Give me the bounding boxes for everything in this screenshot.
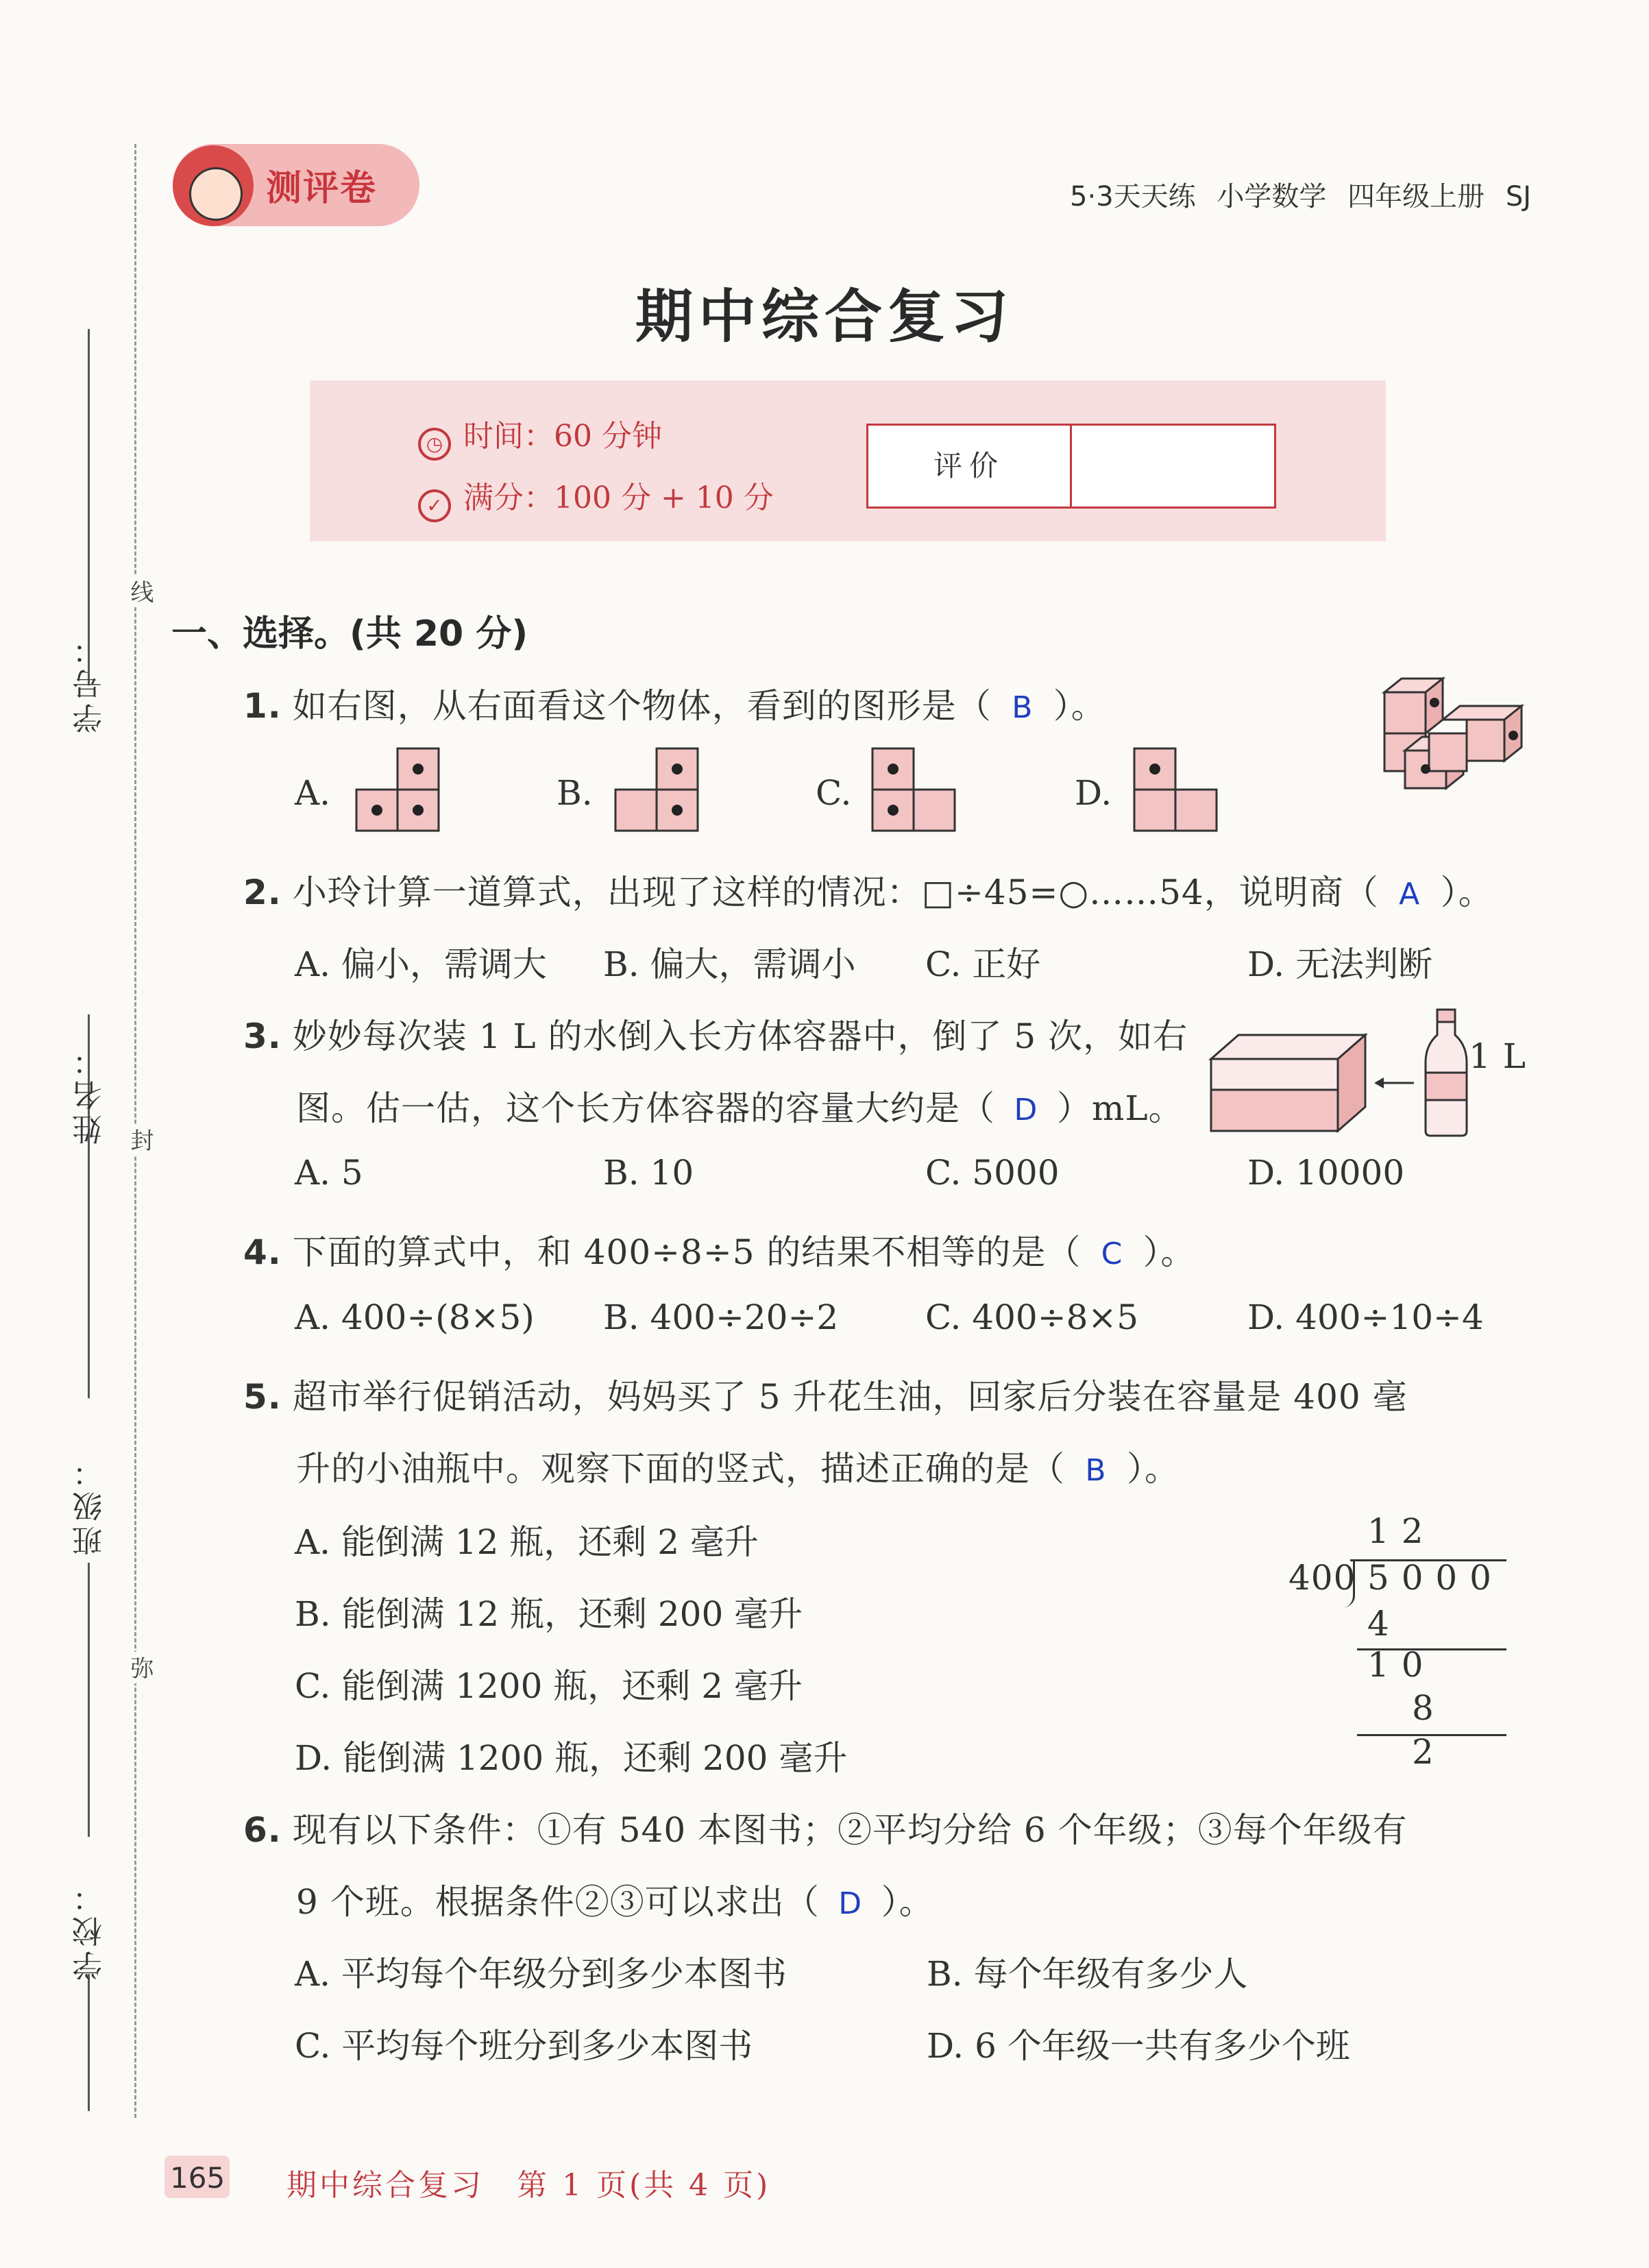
name-label: 姓名： [73,1042,108,1145]
page-number: 165 [170,2161,225,2195]
question-3-line-1: 3. 妙妙每次装 1 L 的水倒入长方体容器中，倒了 5 次，如右 [243,1016,1188,1056]
q4-option-a[interactable]: A. 400÷(8×5) [295,1297,535,1337]
q1-option-a[interactable]: A. [295,773,331,813]
answer-4[interactable]: C [1101,1236,1123,1271]
q1-option-b[interactable]: B. [557,773,593,813]
q1-option-c-figure [869,747,958,836]
answer-1[interactable]: B [1012,690,1034,725]
badge-label: 测评卷 [266,168,378,209]
answer-5[interactable]: B [1085,1453,1107,1488]
division-step-2: 1 0 [1367,1645,1424,1685]
question-1: 1. 如右图，从右面看这个物体，看到的图形是（ B ）。 [243,686,1106,726]
q1-option-d-figure [1131,747,1220,836]
footer-caption: 期中综合复习 第 1 页(共 4 页) [286,2168,771,2203]
arrow-left-icon [1374,1073,1415,1093]
division-step-3: 8 [1412,1688,1434,1728]
q1-option-b-figure [612,747,701,836]
answer-2[interactable]: A [1399,877,1421,912]
q1-option-a-figure [353,747,442,836]
time-info [418,411,662,461]
score-text: 满分：100 分 + 10 分 [463,480,774,515]
q4-option-b[interactable]: B. 400÷20÷2 [603,1297,839,1337]
evaluation-label: 评价 [868,426,1072,507]
answer-3[interactable]: D [1014,1093,1038,1127]
q3-option-d[interactable]: D. 10000 [1247,1153,1405,1193]
q6-option-b[interactable]: B. 每个年级有多少人 [927,1954,1248,1994]
question-3-line-2: 图。估一估，这个长方体容器的容量大约是（ D ）mL。 [296,1088,1184,1128]
q5-option-c[interactable]: C. 能倒满 1200 瓶，还剩 2 毫升 [295,1666,803,1706]
division-remainder: 2 [1412,1732,1434,1772]
q3-option-c[interactable]: C. 5000 [925,1153,1060,1193]
division-quotient: 1 2 [1367,1511,1424,1551]
clock-icon: ◷ [418,428,451,461]
q3-option-a[interactable]: A. 5 [295,1153,363,1193]
class-label: 班级： [73,1453,108,1556]
q5-option-b[interactable]: B. 能倒满 12 瓶，还剩 200 毫升 [295,1594,803,1634]
division-dividend: 5 0 0 0 [1367,1558,1492,1598]
division-step-1: 4 [1367,1604,1390,1644]
bottle-volume-label: 1 L [1469,1036,1526,1076]
subject: 小学数学 [1217,181,1327,212]
q5-option-a[interactable]: A. 能倒满 12 瓶，还剩 2 毫升 [295,1522,759,1562]
q2-option-d[interactable]: D. 无法判断 [1247,944,1433,984]
q3-option-b[interactable]: B. 10 [603,1153,694,1193]
answer-6[interactable]: D [838,1886,863,1921]
question-4: 4. 下面的算式中，和 400÷8÷5 的结果不相等的是（ C ）。 [243,1232,1196,1272]
q4-option-d[interactable]: D. 400÷10÷4 [1247,1297,1484,1337]
water-bottle-icon [1422,1008,1470,1138]
grade: 四年级上册 [1347,181,1485,212]
cube-object-figure [1378,675,1530,792]
school-label: 学校： [73,1878,108,1981]
edition: SJ [1505,181,1531,212]
class-line [88,1563,90,1837]
q1-option-c[interactable]: C. [816,773,852,813]
binding-mark-line: 线 [123,576,157,607]
binding-mark-bind: 弥 [123,1652,157,1683]
series-name: 5·3天天练 [1070,181,1196,212]
q6-option-c[interactable]: C. 平均每个班分到多少本图书 [295,2026,753,2066]
evaluation-field[interactable] [1072,426,1274,507]
long-division [1288,1511,1522,1772]
student-id-label: 学号： [73,631,108,733]
question-2: 2. 小玲计算一道算式，出现了这样的情况：□÷45=○……54，说明商（ A ）。 [243,873,1493,912]
mascot-face-icon [189,167,243,221]
question-5-line-2: 升的小油瓶中。观察下面的竖式，描述正确的是（ B ）。 [296,1449,1180,1489]
score-info [418,473,774,522]
q6-option-a[interactable]: A. 平均每个年级分到多少本图书 [295,1954,787,1994]
question-6-line-1: 6. 现有以下条件：①有 540 本图书；②平均分给 6 个年级；③每个年级有 [243,1810,1408,1850]
evaluation-box [866,424,1276,509]
question-5-line-1: 5. 超市举行促销活动，妈妈买了 5 升花生油，回家后分装在容量是 400 毫 [243,1377,1408,1417]
rectangular-container-figure [1208,1028,1372,1138]
school-line [88,1974,90,2111]
page-title: 期中综合复习 [635,282,1014,350]
time-text: 时间：60 分钟 [463,419,662,454]
question-6-line-2: 9 个班。根据条件②③可以求出（ D ）。 [296,1882,934,1922]
series-header [1070,175,1531,214]
binding-mark-seal: 封 [123,1124,157,1156]
check-icon: ✓ [418,489,451,522]
q1-option-d[interactable]: D. [1075,773,1112,813]
q2-option-c[interactable]: C. 正好 [925,944,1041,984]
q2-option-b[interactable]: B. 偏大，需调小 [603,944,856,984]
q5-option-d[interactable]: D. 能倒满 1200 瓶，还剩 200 毫升 [295,1738,848,1778]
q2-option-a[interactable]: A. 偏小，需调大 [295,944,547,984]
q6-option-d[interactable]: D. 6 个年级一共有多少个班 [927,2026,1350,2066]
q4-option-c[interactable]: C. 400÷8×5 [925,1297,1139,1337]
division-divisor: 400 [1288,1558,1356,1598]
section-heading: 一、选择。(共 20 分) [171,613,528,655]
